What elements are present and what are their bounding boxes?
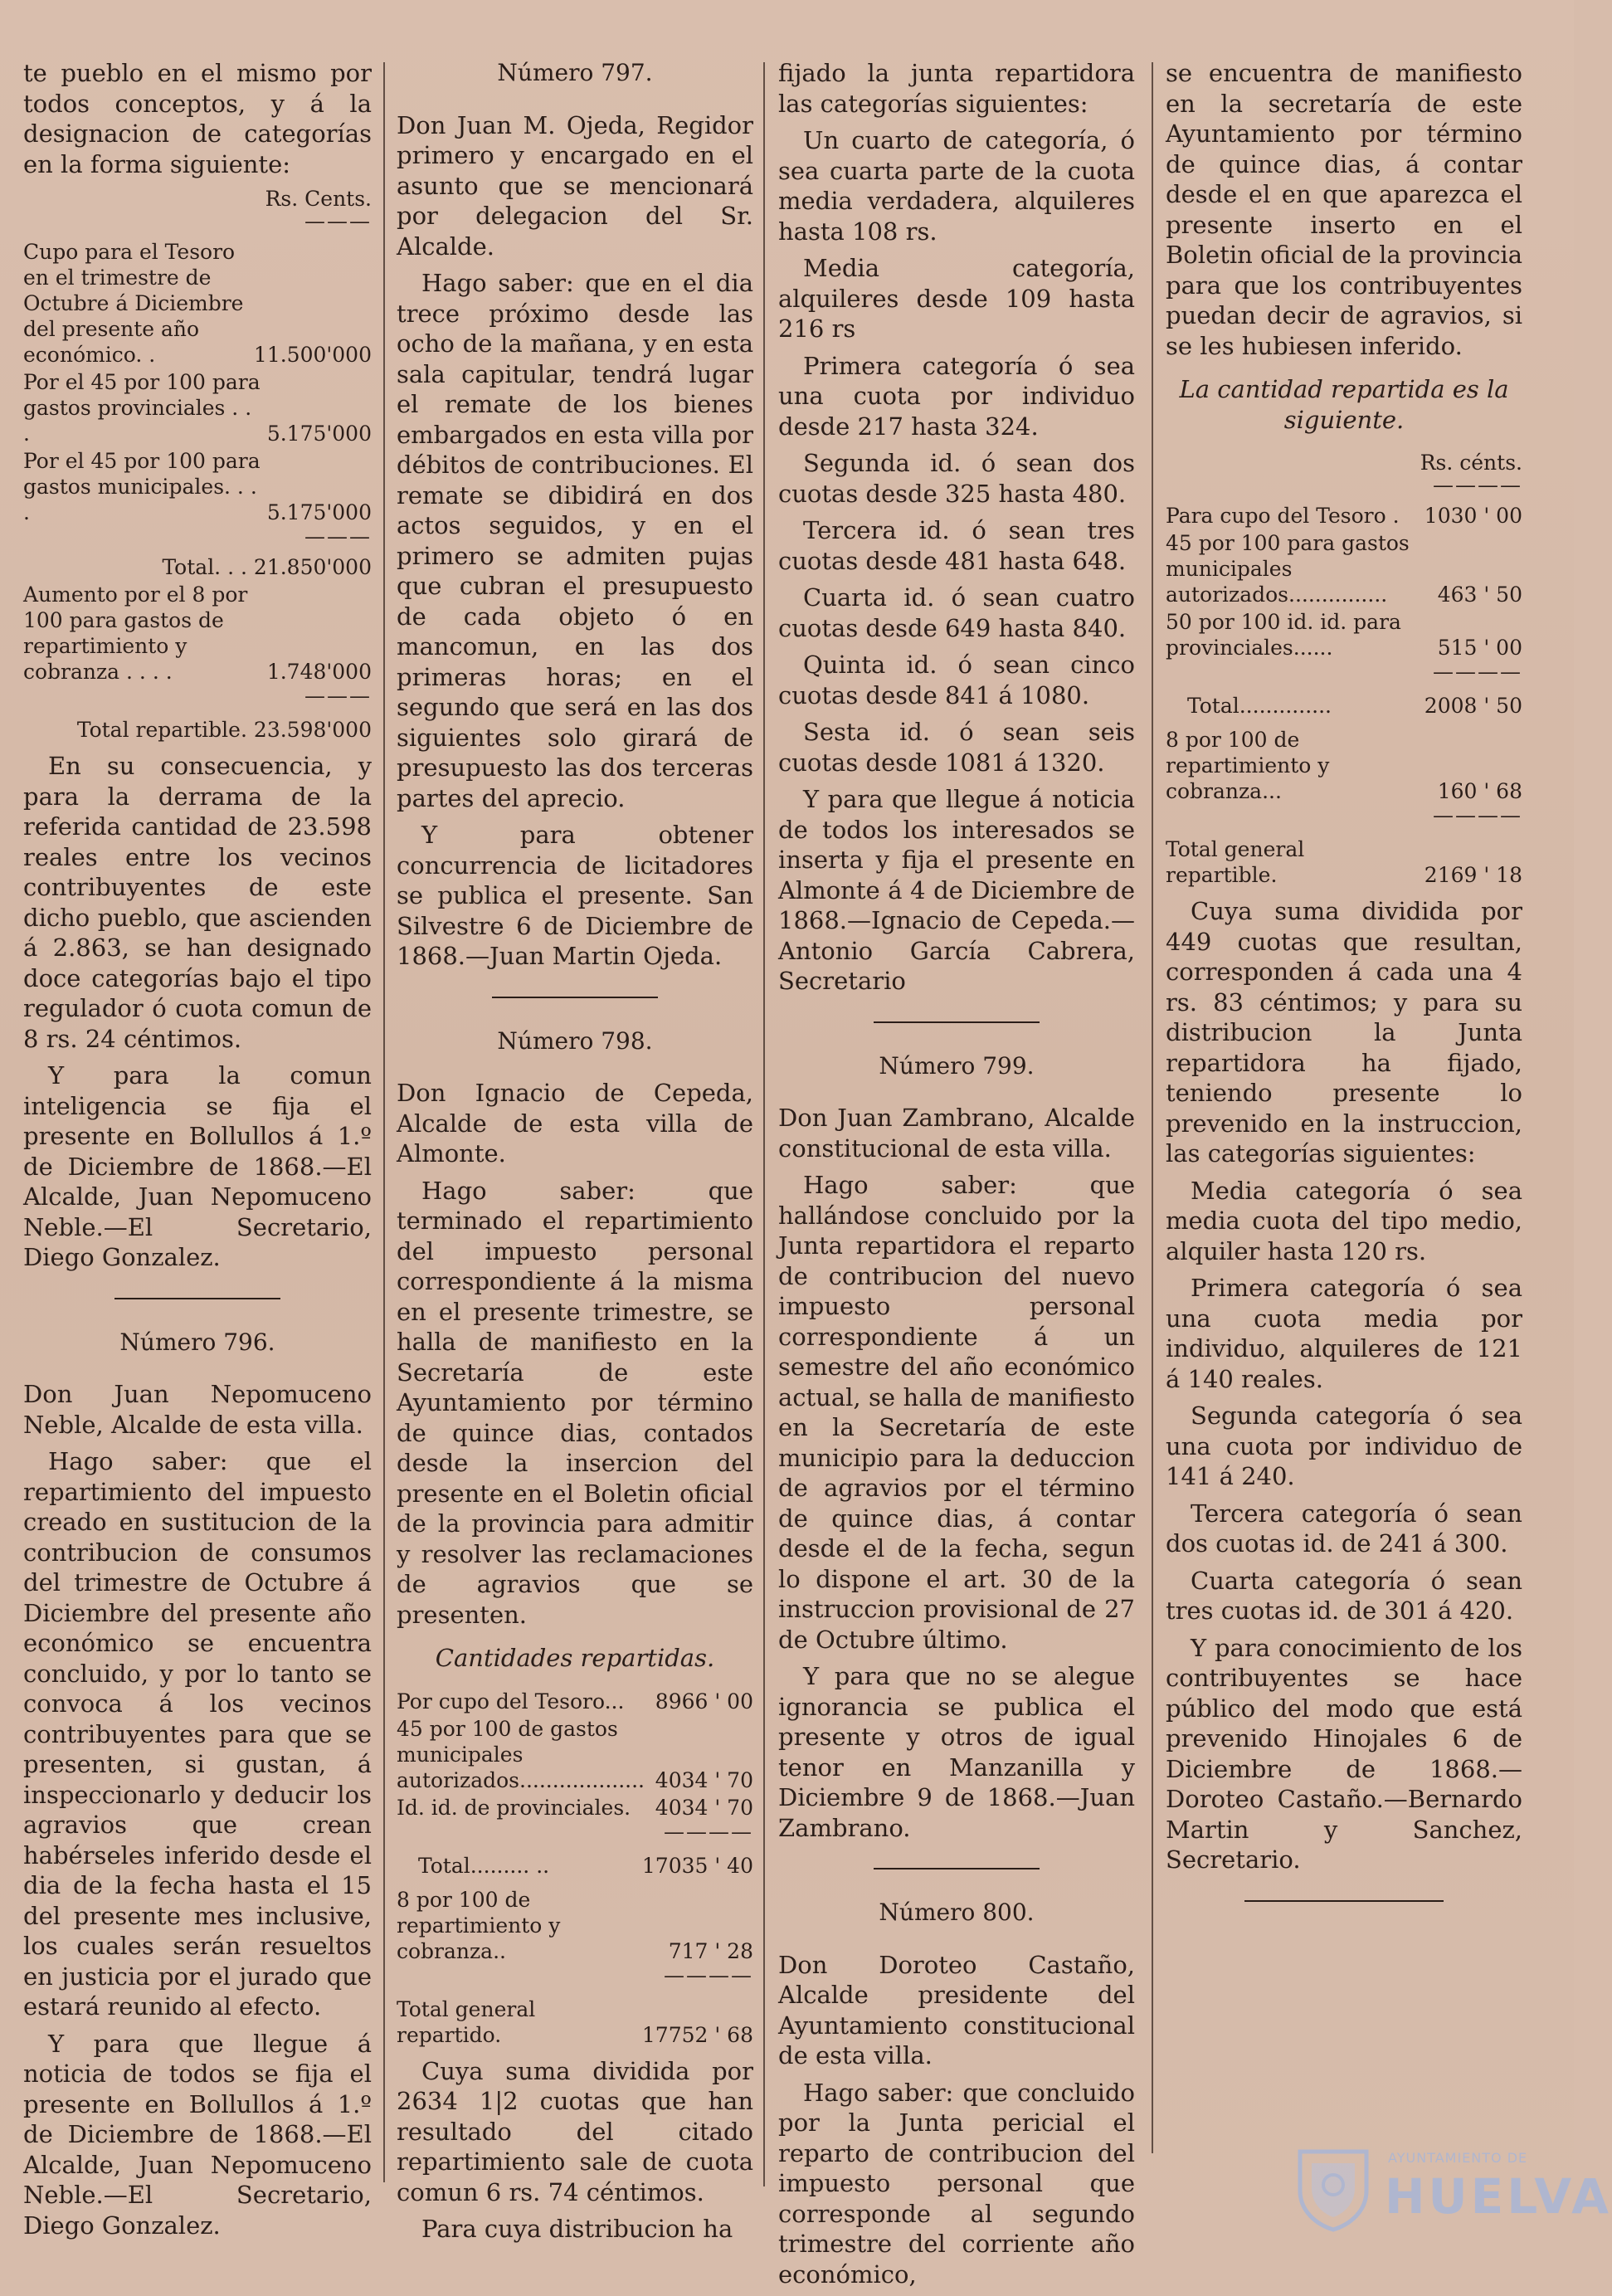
- total-row: [397, 1996, 753, 2048]
- section-heading: Cantidades repartidas.: [435, 1644, 715, 1672]
- row-label: Id. id. de provinciales.: [397, 1795, 631, 1820]
- row-value: 160 ' 68: [1437, 779, 1522, 803]
- table-header: Rs. cénts.: [1420, 451, 1522, 475]
- paragraph: Don Juan Nepomuceno Neble, Alcalde de esta villa.: [23, 1380, 372, 1439]
- paragraph: Un cuarto de categoría, ó sea cuarta parte de la cuota media verdadera, alquileres hasta 108 rs.: [778, 126, 1135, 246]
- table-header: Rs. Cents.: [265, 187, 372, 211]
- total-value: 21.850'000: [253, 555, 372, 579]
- total-value: 23.598'000: [253, 718, 372, 742]
- paragraph: Segunda id. ó sean dos cuotas desde 325 hasta 480.: [778, 449, 1135, 508]
- paragraph: Media categoría ó sea media cuota del tipo medio, alquiler hasta 120 rs.: [1166, 1176, 1522, 1265]
- paragraph: Don Ignacio de Cepeda, Alcalde de esta villa de Almonte.: [397, 1079, 753, 1167]
- paragraph: Hago saber: que terminado el repartimiento del impuesto personal correspondiente á la misma en el presente trimestre, se halla de manifiesto en la Secretaría de este Ayuntamiento por término de quince dias, contados desde la insercion del presente en el Boletin oficial de la provincia para admitir y resolver las reclamaciones de agravios que se presenten.: [397, 1176, 753, 1629]
- divider: ———: [304, 209, 372, 233]
- paragraph: Y para que no se alegue ignorancia se publica el presente y otros de igual tenor en Manzanilla y Diciembre 9 de 1868.—Juan Zambrano.: [778, 1662, 1135, 1842]
- total-value: 17752 ' 68: [641, 2022, 753, 2047]
- paragraph: Primera categoría ó sea una cuota media por individuo, alquileres de 121 á 140 reales.: [1166, 1274, 1522, 1393]
- total-value: 17035 ' 40: [641, 1853, 753, 1878]
- total-row: [397, 1853, 753, 1879]
- paragraph: Cuya suma dividida por 449 cuotas que resultan, corresponden á cada una 4 rs. 83 céntimos; y para su distribucion la Junta repartidora ha fijado, teniendo presente lo prevenido en la instruccion, las categorías siguientes:: [1166, 897, 1522, 1167]
- row-label: 8 por 100 de repartimiento y cobranza...: [1166, 728, 1330, 803]
- paragraph: Y para que llegue á noticia de todos se fija el presente en Bollullos á 1.º de Diciembre de 1868.—El Alcalde, Juan Nepomuceno Neble.—El Secretario, Diego Gonzalez.: [23, 2029, 372, 2240]
- notice-number: Número 797.: [497, 59, 653, 86]
- row-value: 515 ' 00: [1437, 636, 1522, 660]
- notice-number: Número 799.: [879, 1051, 1035, 1080]
- paragraph: Media categoría, alquileres desde 109 hasta 216 rs: [778, 254, 1135, 343]
- archive-stamp: [1292, 2143, 1612, 2235]
- total-label: Total..............: [1187, 694, 1332, 718]
- paragraph: Y para que llegue á noticia de todos los interesados se inserta y fija el presente en Almonte á 4 de Diciembre de 1868.—Ignacio de Cepeda.—Antonio García Cabrera, Secretario: [778, 785, 1135, 995]
- row-value: 1030 ' 00: [1424, 504, 1522, 528]
- total-value: 2008 ' 50: [1424, 694, 1522, 718]
- divider: ————: [1433, 660, 1522, 684]
- row-label: Aumento por el 8 por 100 para gastos de repartimiento y cobranza . . . .: [23, 583, 248, 684]
- row-label: 50 por 100 id. id. para provinciales......: [1166, 610, 1401, 660]
- column-3: [778, 58, 1135, 2296]
- row-label: Cupo para el Tesoro en el trimestre de Octubre á Diciembre del presente año económico. .: [23, 240, 244, 367]
- row-value: 4034 ' 70: [655, 1767, 753, 1792]
- row-value: 463 ' 50: [1437, 583, 1522, 607]
- paragraph: Don Doroteo Castaño, Alcalde presidente del Ayuntamiento constitucional de esta villa.: [778, 1950, 1135, 2069]
- column-2: [397, 58, 753, 2251]
- notice-number: Número 800.: [879, 1899, 1035, 1926]
- paragraph: Primera categoría ó sea una cuota por individuo desde 217 hasta 324.: [778, 351, 1135, 441]
- paragraph: Segunda categoría ó sea una cuota por individuo de 141 á 240.: [1166, 1401, 1522, 1490]
- notice-number: Número 796.: [119, 1328, 275, 1356]
- paragraph: Don Juan M. Ojeda, Regidor primero y encargado en el asunto que se mencionará por delegacion del Sr. Alcalde.: [397, 110, 753, 261]
- paragraph: Y para obtener concurrencia de licitadores se publica el presente. San Silvestre 6 de Diciembre de 1868.—Juan Martin Ojeda.: [397, 821, 753, 970]
- row-value: 8966 ' 00: [655, 1689, 753, 1713]
- total-label: Total repartible.: [76, 718, 247, 742]
- divider: ————: [664, 1819, 753, 1844]
- table-row: [1166, 503, 1522, 529]
- table-row: [397, 1689, 753, 1714]
- total-row: [23, 717, 372, 743]
- table-row: [23, 239, 372, 368]
- paragraph: Cuarta id. ó sean cuatro cuotas desde 649 hasta 840.: [778, 583, 1135, 642]
- table-cantidades-hinojales: [1166, 450, 1522, 888]
- table-row: [397, 1795, 753, 1821]
- row-value: 717 ' 28: [668, 1938, 753, 1963]
- paragraph: Don Juan Zambrano, Alcalde constitucional de esta villa.: [778, 1104, 1135, 1163]
- table-row: [23, 369, 372, 446]
- table-row: [1166, 727, 1522, 804]
- paragraph: Sesta id. ó sean seis cuotas desde 1081 á 1320.: [778, 718, 1135, 777]
- paragraph: Tercera id. ó sean tres cuotas desde 481 hasta 648.: [778, 516, 1135, 575]
- column-rule: [1152, 62, 1153, 2153]
- row-value: 11.500'000: [253, 343, 372, 367]
- table-row: [23, 582, 372, 685]
- table-row: [397, 1887, 753, 1964]
- row-value: 5.175'000: [266, 500, 372, 524]
- paragraph: Quinta id. ó sean cinco cuotas desde 841 á 1080.: [778, 651, 1135, 709]
- row-label: Para cupo del Tesoro .: [1166, 504, 1400, 528]
- column-rule: [763, 62, 765, 2186]
- row-label: Por el 45 por 100 para gastos municipales. . . .: [23, 449, 261, 524]
- section-heading: La cantidad repartida es la siguiente.: [1179, 375, 1509, 434]
- total-value: 2169 ' 18: [1424, 863, 1522, 887]
- separator: [1244, 1900, 1444, 1902]
- separator: [874, 1868, 1040, 1869]
- paragraph: fijado la junta repartidora las categorías siguientes:: [778, 59, 1135, 118]
- total-label: Total general repartible.: [1166, 837, 1305, 887]
- paragraph: Hago saber: que hallándose concluido por la Junta repartidora el reparto de contribucion del nuevo impuesto personal correspondiente á un semestre del año económico actual, se halla de manifiesto en la Secretaría de este municipio para la deduccion de agravios por el término de quince dias, á contar desde el de la fecha, segun lo dispone el art. 30 de la instruccion provisional de 27 de Octubre último.: [778, 1171, 1135, 1654]
- paragraph: Y para conocimiento de los contribuyentes se hace público del modo que está prevenido Hinojales 6 de Diciembre de 1868.—Doroteo Castaño.—Bernardo Martin y Sanchez, Secretario.: [1166, 1633, 1522, 1874]
- table-cantidades-almonte: [397, 1689, 753, 2048]
- paragraph: se encuentra de manifiesto en la secretaría de este Ayuntamiento por término de quince dias, á contar desde el en que aparezca el presente inserto en el Boletin oficial de la provincia para que los contribuyentes puedan decir de agravios, si se les hubiesen inferido.: [1166, 59, 1522, 360]
- separator: [874, 1021, 1040, 1023]
- paragraph: Para cuya distribucion ha: [421, 2215, 733, 2243]
- table-row: [1166, 530, 1522, 607]
- paragraph: Y para la comun inteligencia se fija el presente en Bollullos á 1.º de Diciembre de 1868.—El Alcalde, Juan Nepomuceno Neble.—El Secretario, Diego Gonzalez.: [23, 1061, 372, 1271]
- total-row: [1166, 836, 1522, 888]
- paragraph: Hago saber: que el repartimiento del impuesto creado en sustitucion de la contribucion de consumos del trimestre de Octubre á Diciembre del presente año económico se encuentra concluido, y por lo tanto se convoca á los vecinos contribuyentes para que se presenten, si gustan, á inspeccionarlo y deducir los agravios que crean habérseles inferido desde el dia de la fecha hasta el 15 del presente mes inclusive, los cuales serán resueltos en justicia por el jurado que estará reunido al efecto.: [23, 1447, 372, 2021]
- total-label: Total. . .: [162, 555, 247, 579]
- divider: ———: [304, 524, 372, 548]
- paragraph: En su consecuencia, y para la derrama de la referida cantidad de 23.598 reales entre los vecinos contribuyentes de este dicho pueblo, que ascienden á 2.863, se han designado doce categorías bajo el tipo regulador ó cuota comun de 8 rs. 24 céntimos.: [23, 752, 372, 1053]
- paragraph: Tercera categoría ó sean dos cuotas id. de 241 á 300.: [1166, 1499, 1522, 1557]
- crest-icon: [1292, 2145, 1375, 2231]
- separator: [492, 997, 658, 998]
- stamp-line-2: HUELVA: [1385, 2168, 1612, 2225]
- column-rule: [383, 62, 385, 2182]
- row-label: 8 por 100 de repartimiento y cobranza..: [397, 1887, 561, 1963]
- paragraph: te pueblo en el mismo por todos conceptos, y á la designacion de categorías en la forma siguiente:: [23, 59, 372, 178]
- paragraph: Hago saber: que en el dia trece próximo desde las ocho de la mañana, y en esta sala capitular, tendrá lugar el remate de los bienes embargados en esta villa por débitos de contribuciones. El remate se dibidirá en dos actos seguidos, y en el primero se admiten pujas que cubran el presupuesto de cada objeto ó en mancomun, en las dos primeras horas; en el segundo que será en las dos siguientes solo girará de presupuesto las dos terceras partes del aprecio.: [397, 269, 753, 812]
- column-1: [23, 58, 372, 2247]
- total-label: Total......... ..: [418, 1853, 550, 1878]
- divider: ————: [1433, 803, 1522, 827]
- column-4: [1166, 58, 1522, 1930]
- paragraph: Cuya suma dividida por 2634 1|2 cuotas que han resultado del citado repartimiento sale de cuota comun 6 rs. 74 céntimos.: [397, 2056, 753, 2206]
- divider: ————: [664, 1962, 753, 1987]
- row-label: 45 por 100 para gastos municipales autorizados...............: [1166, 531, 1410, 607]
- row-value: 1.748'000: [266, 660, 372, 684]
- row-label: Por cupo del Tesoro...: [397, 1689, 625, 1713]
- row-label: 45 por 100 de gastos municipales autorizados...................: [397, 1716, 645, 1792]
- row-value: 4034 ' 70: [655, 1795, 753, 1820]
- table-row: [23, 448, 372, 525]
- divider: ————: [1433, 473, 1522, 497]
- notice-number: Número 798.: [497, 1026, 653, 1055]
- table-cuotas-bollullos: [23, 186, 372, 743]
- total-row: [23, 554, 372, 580]
- stamp-line-1: AYUNTAMIENTO DE: [1388, 2150, 1528, 2166]
- row-label: Por el 45 por 100 para gastos provinciales . . .: [23, 370, 261, 446]
- total-row: [1166, 693, 1522, 719]
- total-label: Total general repartido.: [397, 1996, 536, 2047]
- row-value: 5.175'000: [266, 422, 372, 446]
- paragraph: Hago saber: que concluido por la Junta pericial el reparto de contribucion del impuesto personal que corresponde al segundo trimestre del corriente año económico,: [778, 2078, 1135, 2289]
- divider: ———: [304, 684, 372, 708]
- table-row: [397, 1716, 753, 1793]
- separator: [114, 1298, 280, 1299]
- table-row: [1166, 609, 1522, 661]
- paragraph: Cuarta categoría ó sean tres cuotas id. de 301 á 420.: [1166, 1566, 1522, 1625]
